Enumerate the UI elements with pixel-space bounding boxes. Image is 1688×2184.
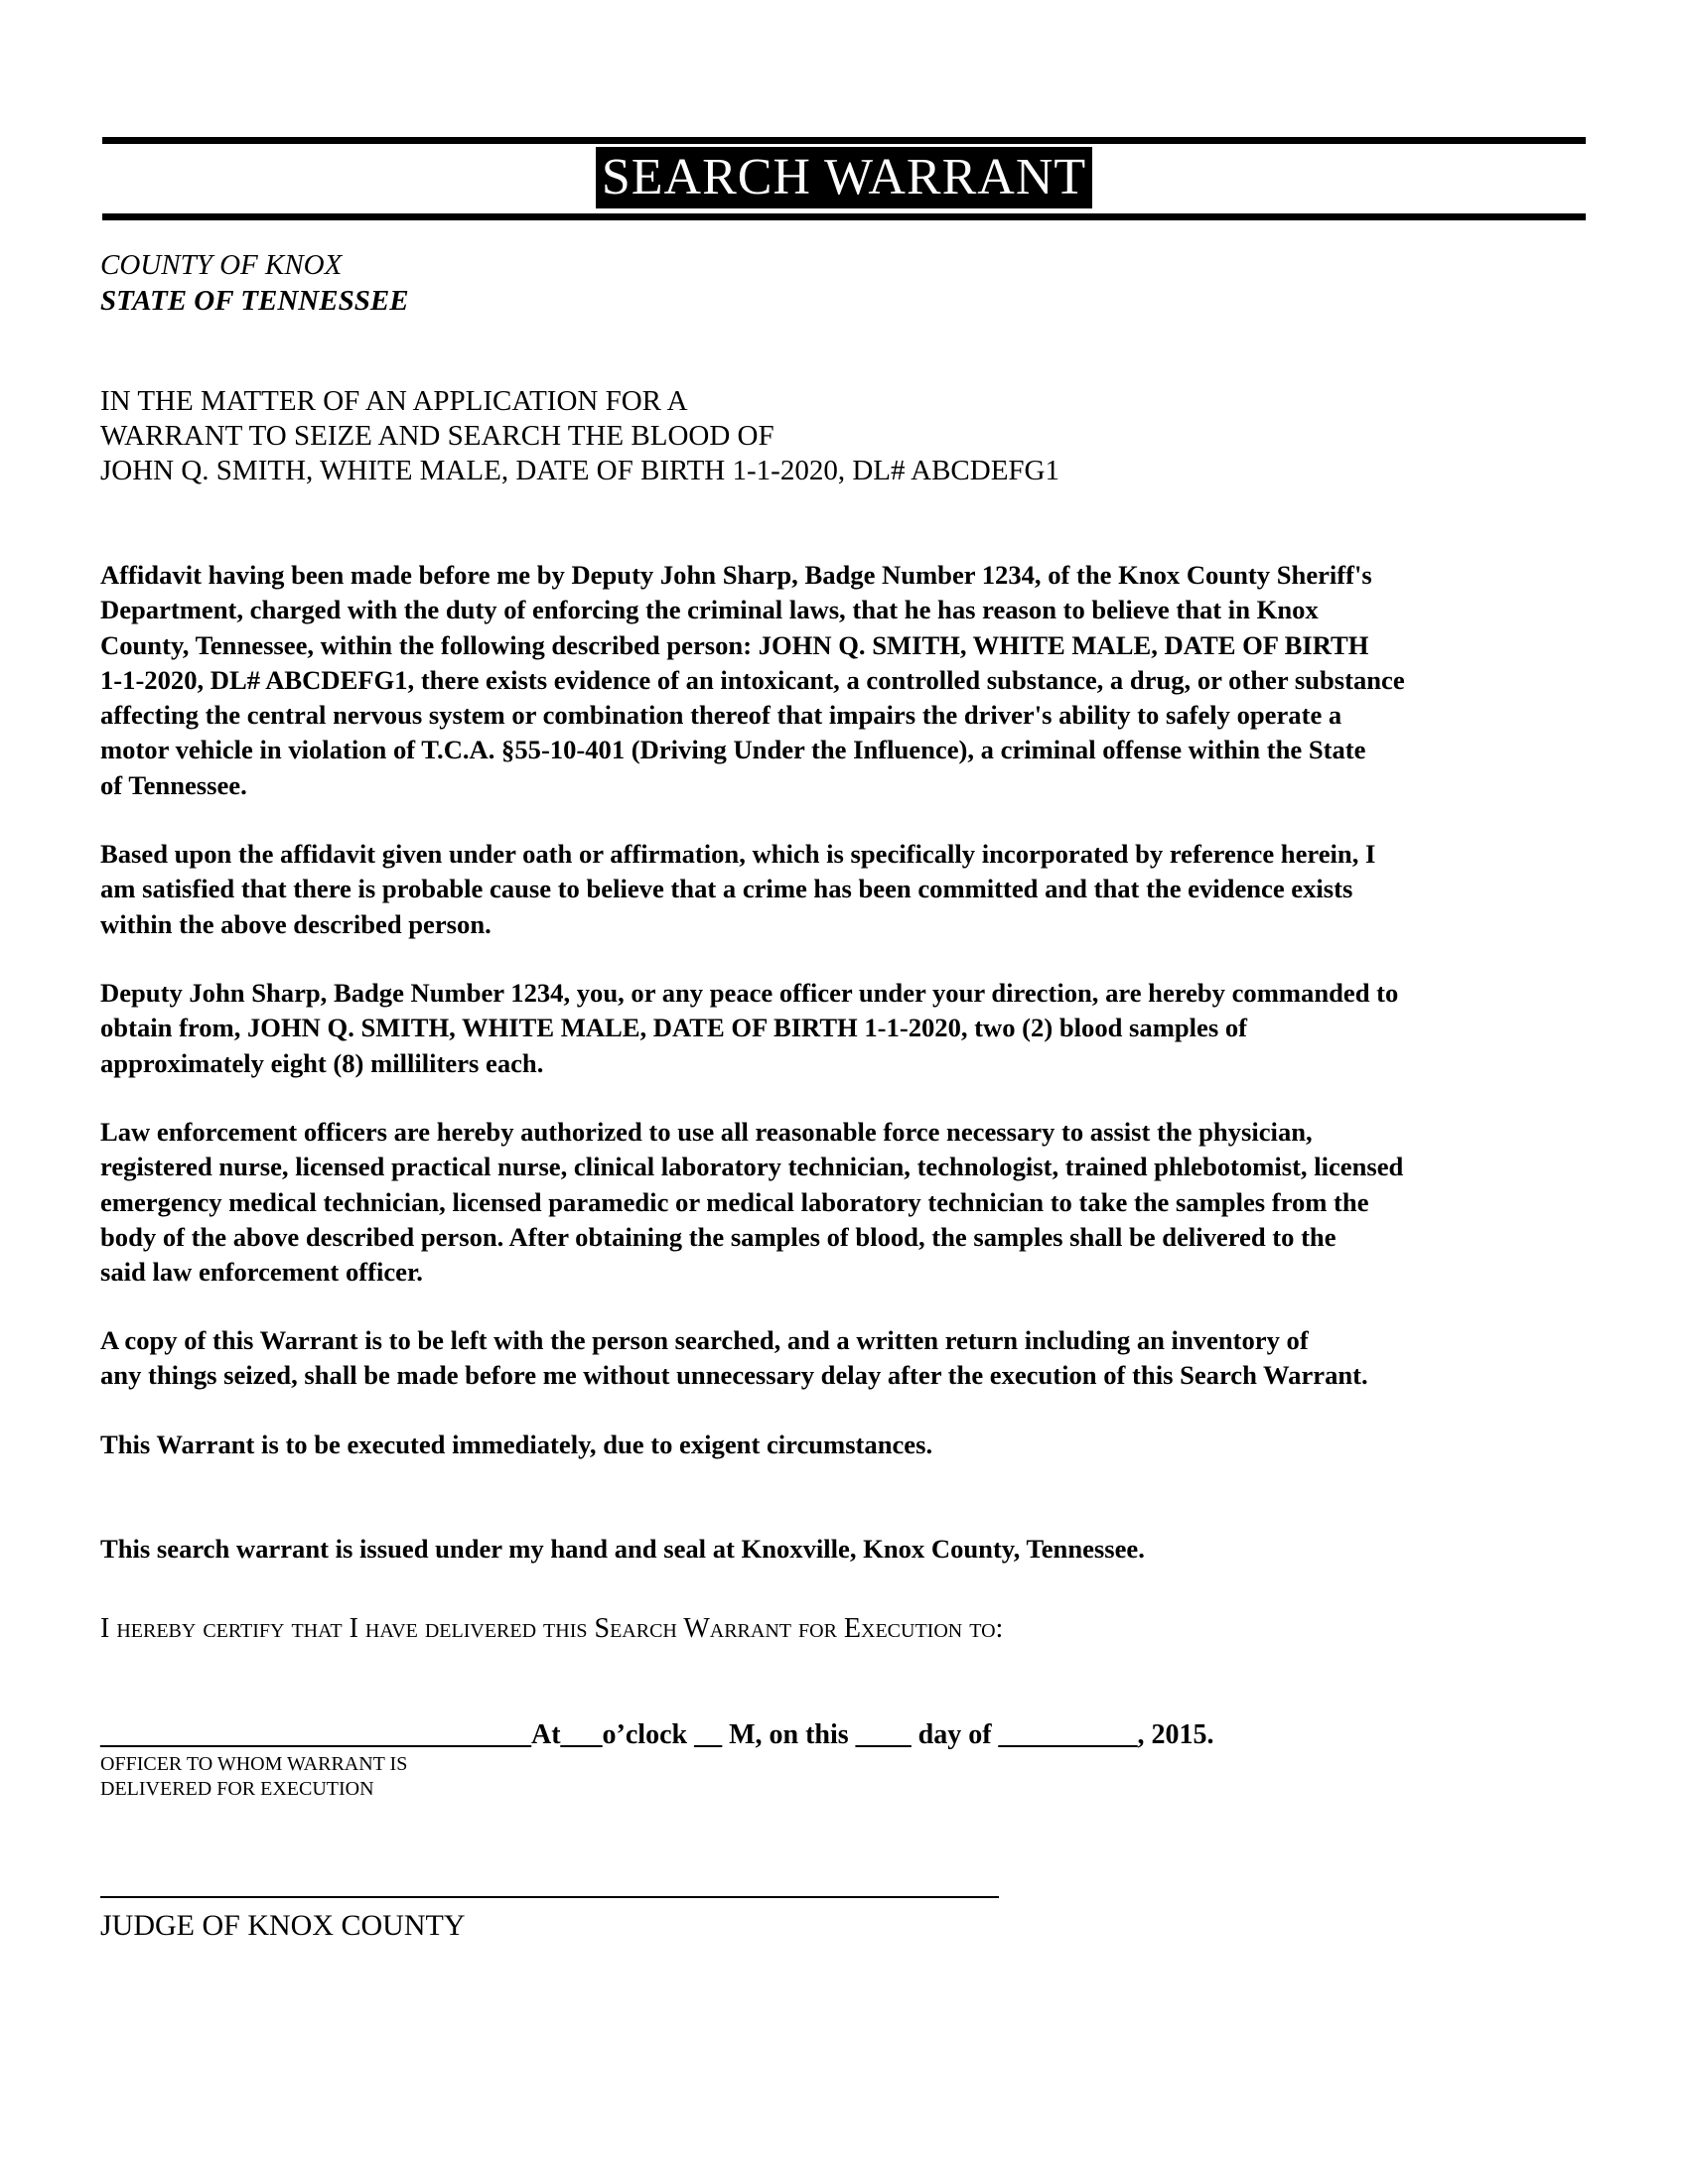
force-authorization-paragraph: [100, 1115, 1590, 1290]
text-line: motor vehicle in violation of T.C.A. §55-10-401 (Driving Under the Influence), a criminal offense within the State: [100, 735, 1366, 765]
bottom-rule: [102, 213, 1586, 220]
judge-caption: JUDGE OF KNOX COUNTY: [100, 1909, 466, 1942]
caption-line: OFFICER TO WHOM WARRANT IS: [100, 1753, 408, 1775]
text-line: Department, charged with the duty of enforcing the criminal laws, that he has reason to believe that in Knox: [100, 595, 1319, 625]
text-line: affecting the central nervous system or combination thereof that impairs the driver's ability to safely operate a: [100, 700, 1342, 731]
text-line: County, Tennessee, within the following described person: JOHN Q. SMITH, WHITE MALE, DATE OF BIRTH: [100, 629, 1369, 660]
text-line: am satisfied that there is probable cause to believe that a crime has been committed and that the evidence exists: [100, 874, 1353, 904]
text-line: registered nurse, licensed practical nurse, clinical laboratory technician, technologist, trained phlebotomist, licensed: [100, 1152, 1404, 1182]
text-line: Affidavit having been made before me by Deputy John Sharp, Badge Number 1234, of the Knox County Sheriff's: [100, 560, 1372, 590]
certification-statement: I hereby certify that I have delivered this Search Warrant for Execution to:: [100, 1613, 1004, 1644]
copy-return-paragraph: [100, 1323, 1590, 1394]
top-rule: [102, 137, 1586, 144]
delivery-signature-line: _______________________________At___o’clock __ M, on this ____ day of __________, 2015.: [100, 1719, 1214, 1750]
matter-caption: [100, 384, 1059, 488]
text-line: obtain from, JOHN Q. SMITH, WHITE MALE, DATE OF BIRTH 1-1-2020, two (2) blood samples of: [100, 1013, 1247, 1043]
text-line: Law enforcement officers are hereby authorized to use all reasonable force necessary to assist the physician,: [100, 1117, 1313, 1147]
matter-line: WARRANT TO SEIZE AND SEARCH THE BLOOD OF: [100, 420, 774, 452]
state-label: STATE OF TENNESSEE: [100, 285, 409, 317]
text-line: A copy of this Warrant is to be left with the person searched, and a written return including an inventory of: [100, 1325, 1309, 1355]
command-paragraph: [100, 976, 1590, 1081]
judge-signature-line: [100, 1896, 999, 1898]
text-line: body of the above described person. After obtaining the samples of blood, the samples shall be delivered to the: [100, 1221, 1336, 1252]
text-line: Based upon the affidavit given under oath or affirmation, which is specifically incorporated by reference herein, I: [100, 839, 1376, 869]
text-line: any things seized, shall be made before me without unnecessary delay after the execution of this Search Warrant.: [100, 1360, 1368, 1391]
text-line: 1-1-2020, DL# ABCDEFG1, there exists evidence of an intoxicant, a controlled substance, a drug, or other substance: [100, 664, 1405, 695]
execution-paragraph: [100, 1428, 1590, 1462]
document-title: SEARCH WARRANT: [596, 147, 1092, 208]
issuance-paragraph: [100, 1532, 1590, 1567]
county-label: COUNTY OF KNOX: [100, 249, 343, 281]
text-line: said law enforcement officer.: [100, 1257, 423, 1288]
matter-line: JOHN Q. SMITH, WHITE MALE, DATE OF BIRTH 1-1-2020, DL# ABCDEFG1: [100, 455, 1059, 486]
title-block: [0, 147, 1688, 208]
caption-line: DELIVERED FOR EXECUTION: [100, 1778, 374, 1800]
text-line: approximately eight (8) milliliters each.: [100, 1047, 544, 1078]
text-line: emergency medical technician, licensed paramedic or medical laboratory technician to take the samples from the: [100, 1186, 1369, 1217]
text-line: Deputy John Sharp, Badge Number 1234, you, or any peace officer under your direction, are hereby commanded to: [100, 978, 1399, 1008]
officer-caption: [100, 1752, 407, 1802]
jurisdiction-block: [100, 247, 409, 319]
text-line: within the above described person.: [100, 908, 492, 939]
text-line: This Warrant is to be executed immediately, due to exigent circumstances.: [100, 1430, 933, 1459]
affidavit-paragraph: [100, 558, 1590, 803]
matter-line: IN THE MATTER OF AN APPLICATION FOR A: [100, 385, 688, 417]
probable-cause-paragraph: [100, 837, 1590, 942]
text-line: This search warrant is issued under my hand and seal at Knoxville, Knox County, Tennessee.: [100, 1534, 1145, 1564]
text-line: of Tennessee.: [100, 769, 247, 800]
